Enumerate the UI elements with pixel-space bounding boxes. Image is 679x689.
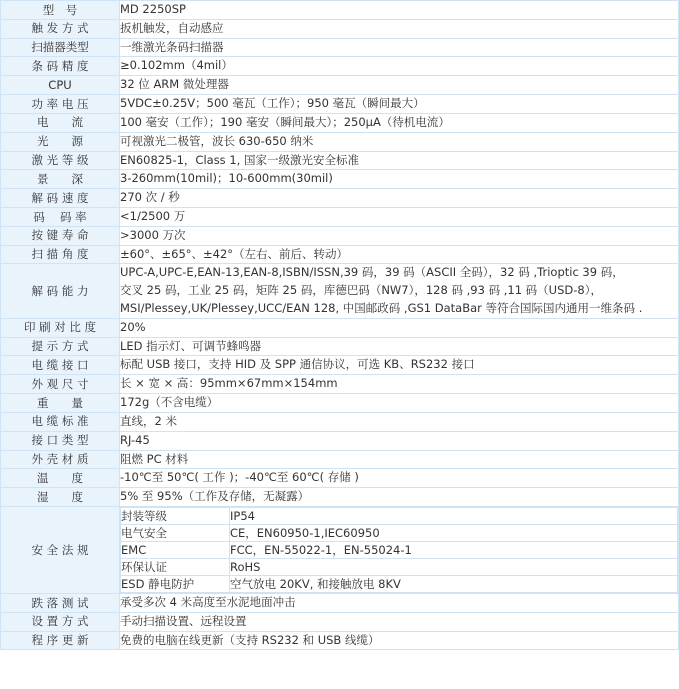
row-value (120, 57, 679, 76)
row-label: 接 口 类 型 (1, 431, 120, 450)
safety-sub-table (120, 507, 678, 593)
value-line: <1/2500 万 (120, 208, 186, 223)
table-row (1, 375, 679, 394)
spec-table-body (1, 1, 679, 650)
row-label: 电 缆 接 口 (1, 356, 120, 375)
row-label: 重 量 (1, 394, 120, 413)
row-value (120, 245, 679, 264)
table-row (1, 593, 679, 612)
safety-row (121, 575, 678, 592)
row-value (120, 38, 679, 57)
table-row (1, 19, 679, 38)
safety-row (121, 524, 678, 541)
value-line: 阻燃 PC 材料 (120, 451, 189, 466)
safety-sub-body (121, 507, 678, 592)
value-line: MSI/Plessey,UK/Plessey,UCC/EAN 128, 中国邮政码 ,GS1 DataBar 等符合国际国内通用一维条码 . (120, 301, 643, 315)
row-label: CPU (1, 76, 120, 95)
row-value (120, 337, 679, 356)
table-row (1, 394, 679, 413)
table-row (1, 488, 679, 507)
value-line: UPC-A,UPC-E,EAN-13,EAN-8,ISBN/ISSN,39 码，39 码（ASCII 全码），32 码 ,Trioptic 39 码， (120, 265, 624, 280)
row-label: 光 源 (1, 132, 120, 151)
row-label: 景 深 (1, 170, 120, 189)
row-value (120, 412, 679, 431)
row-label: 触 发 方 式 (1, 19, 120, 38)
value-line: ±60°、±65°、±42°（左右、前后、转动） (120, 246, 349, 261)
table-row-decode-capability (1, 264, 679, 318)
row-label: 外 观 尺 寸 (1, 375, 120, 394)
row-label: 程 序 更 新 (1, 631, 120, 650)
row-value (120, 394, 679, 413)
value-line: 扳机触发，自动感应 (120, 20, 224, 35)
value-line: RJ-45 (120, 432, 150, 447)
row-label: 型 号 (1, 1, 120, 20)
safety-key: 电气安全 (121, 524, 230, 541)
value-line: 32 位 ARM 微处理器 (120, 77, 229, 92)
table-row (1, 1, 679, 20)
row-value (120, 95, 679, 114)
row-value (120, 450, 679, 469)
row-label: 扫 描 角 度 (1, 245, 120, 264)
row-value (120, 318, 679, 337)
row-label: 条 码 精 度 (1, 57, 120, 76)
value-line: 长 × 宽 × 高：95mm×67mm×154mm (120, 376, 338, 391)
table-row (1, 132, 679, 151)
table-row (1, 245, 679, 264)
safety-row (121, 507, 678, 524)
row-value (120, 356, 679, 375)
value-line: 交叉 25 码，工业 25 码，矩阵 25 码，库德巴码（NW7），128 码 ,93 码 ,11 码（USD-8）， (120, 283, 602, 298)
table-row (1, 170, 679, 189)
safety-row (121, 558, 678, 575)
row-label: 印 刷 对 比 度 (1, 318, 120, 337)
row-label: 提 示 方 式 (1, 337, 120, 356)
row-label: 按 键 寿 命 (1, 226, 120, 245)
table-row (1, 318, 679, 337)
row-value (120, 207, 679, 226)
value-line: 直线，2 米 (120, 413, 177, 428)
row-value (120, 431, 679, 450)
row-label: 外 壳 材 质 (1, 450, 120, 469)
row-value (120, 226, 679, 245)
row-value (120, 1, 679, 20)
table-row (1, 76, 679, 95)
table-row (1, 207, 679, 226)
value-line: 承受多次 4 米高度至水泥地面冲击 (120, 594, 296, 609)
safety-key: ESD 静电防护 (121, 575, 230, 592)
value-line: 20% (120, 319, 146, 334)
value-line: 100 毫安（工作）；190 毫安（瞬间最大）；250μA（待机电流） (120, 114, 450, 129)
safety-value: FCC，EN-55022-1，EN-55024-1 (230, 541, 678, 558)
value-line: MD 2250SP (120, 2, 186, 16)
row-value (120, 151, 679, 170)
row-value (120, 132, 679, 151)
value-line: 5VDC±0.25V；500 毫瓦（工作）；950 毫瓦（瞬间最大） (120, 96, 425, 111)
row-value (120, 631, 679, 650)
value-line: 5% 至 95%（工作及存储，无凝露） (120, 489, 310, 504)
table-row (1, 113, 679, 132)
safety-row (121, 541, 678, 558)
value-line: 标配 USB 接口，支持 HID 及 SPP 通信协议，可选 KB、RS232 接口 (120, 357, 475, 372)
row-value (120, 264, 679, 318)
table-row (1, 469, 679, 488)
safety-key: EMC (121, 541, 230, 558)
row-label: 湿 度 (1, 488, 120, 507)
row-value (120, 593, 679, 612)
safety-value: CE，EN60950-1,IEC60950 (230, 524, 678, 541)
value-line: -10℃至 50℃( 工作 )；-40℃至 60℃( 存储 ) (120, 470, 359, 485)
row-value (120, 189, 679, 208)
row-label: 设 置 方 式 (1, 612, 120, 631)
row-label: 功 率 电 压 (1, 95, 120, 114)
row-value (120, 488, 679, 507)
safety-key: 封装等级 (121, 507, 230, 524)
value-line: EN60825-1，Class 1, 国家一级激光安全标准 (120, 152, 359, 167)
table-row (1, 356, 679, 375)
row-value (120, 506, 679, 593)
value-line: ≥0.102mm（4mil） (120, 58, 233, 73)
row-label: 激 光 等 级 (1, 151, 120, 170)
row-label: 温 度 (1, 469, 120, 488)
row-value (120, 113, 679, 132)
value-line: 一维激光条码扫描器 (120, 39, 224, 54)
row-value (120, 19, 679, 38)
table-row (1, 450, 679, 469)
row-label: 扫描器类型 (1, 38, 120, 57)
row-value (120, 375, 679, 394)
value-line: 可视激光二极管，波长 630-650 纳米 (120, 133, 314, 148)
value-line: 270 次 / 秒 (120, 190, 180, 205)
row-label: 码 码 率 (1, 207, 120, 226)
row-value (120, 170, 679, 189)
row-label: 跌 落 测 试 (1, 593, 120, 612)
value-line: 172g（不含电缆） (120, 395, 219, 410)
table-row (1, 431, 679, 450)
row-label: 电 缆 标 准 (1, 412, 120, 431)
row-value (120, 612, 679, 631)
value-line: 3-260mm(10mil)；10-600mm(30mil) (120, 171, 333, 186)
safety-key: 环保认证 (121, 558, 230, 575)
table-row (1, 95, 679, 114)
value-line: >3000 万次 (120, 227, 186, 242)
safety-value: 空气放电 20KV, 和接触放电 8KV (230, 575, 678, 592)
table-row (1, 226, 679, 245)
safety-value: RoHS (230, 558, 678, 575)
table-row (1, 57, 679, 76)
value-line: LED 指示灯、可调节蜂鸣器 (120, 338, 262, 353)
table-row (1, 631, 679, 650)
row-value (120, 469, 679, 488)
row-label: 安 全 法 规 (1, 506, 120, 593)
table-row (1, 337, 679, 356)
table-row (1, 38, 679, 57)
row-label: 电 流 (1, 113, 120, 132)
table-row (1, 612, 679, 631)
value-line: 手动扫描设置、远程设置 (120, 613, 247, 628)
table-row (1, 189, 679, 208)
table-row-safety-regulations (1, 506, 679, 593)
table-row (1, 151, 679, 170)
row-value (120, 76, 679, 95)
row-label: 解 码 能 力 (1, 264, 120, 318)
row-label: 解 码 速 度 (1, 189, 120, 208)
value-line: 免费的电脑在线更新（支持 RS232 和 USB 线缆） (120, 632, 380, 647)
safety-value: IP54 (230, 507, 678, 524)
table-row (1, 412, 679, 431)
